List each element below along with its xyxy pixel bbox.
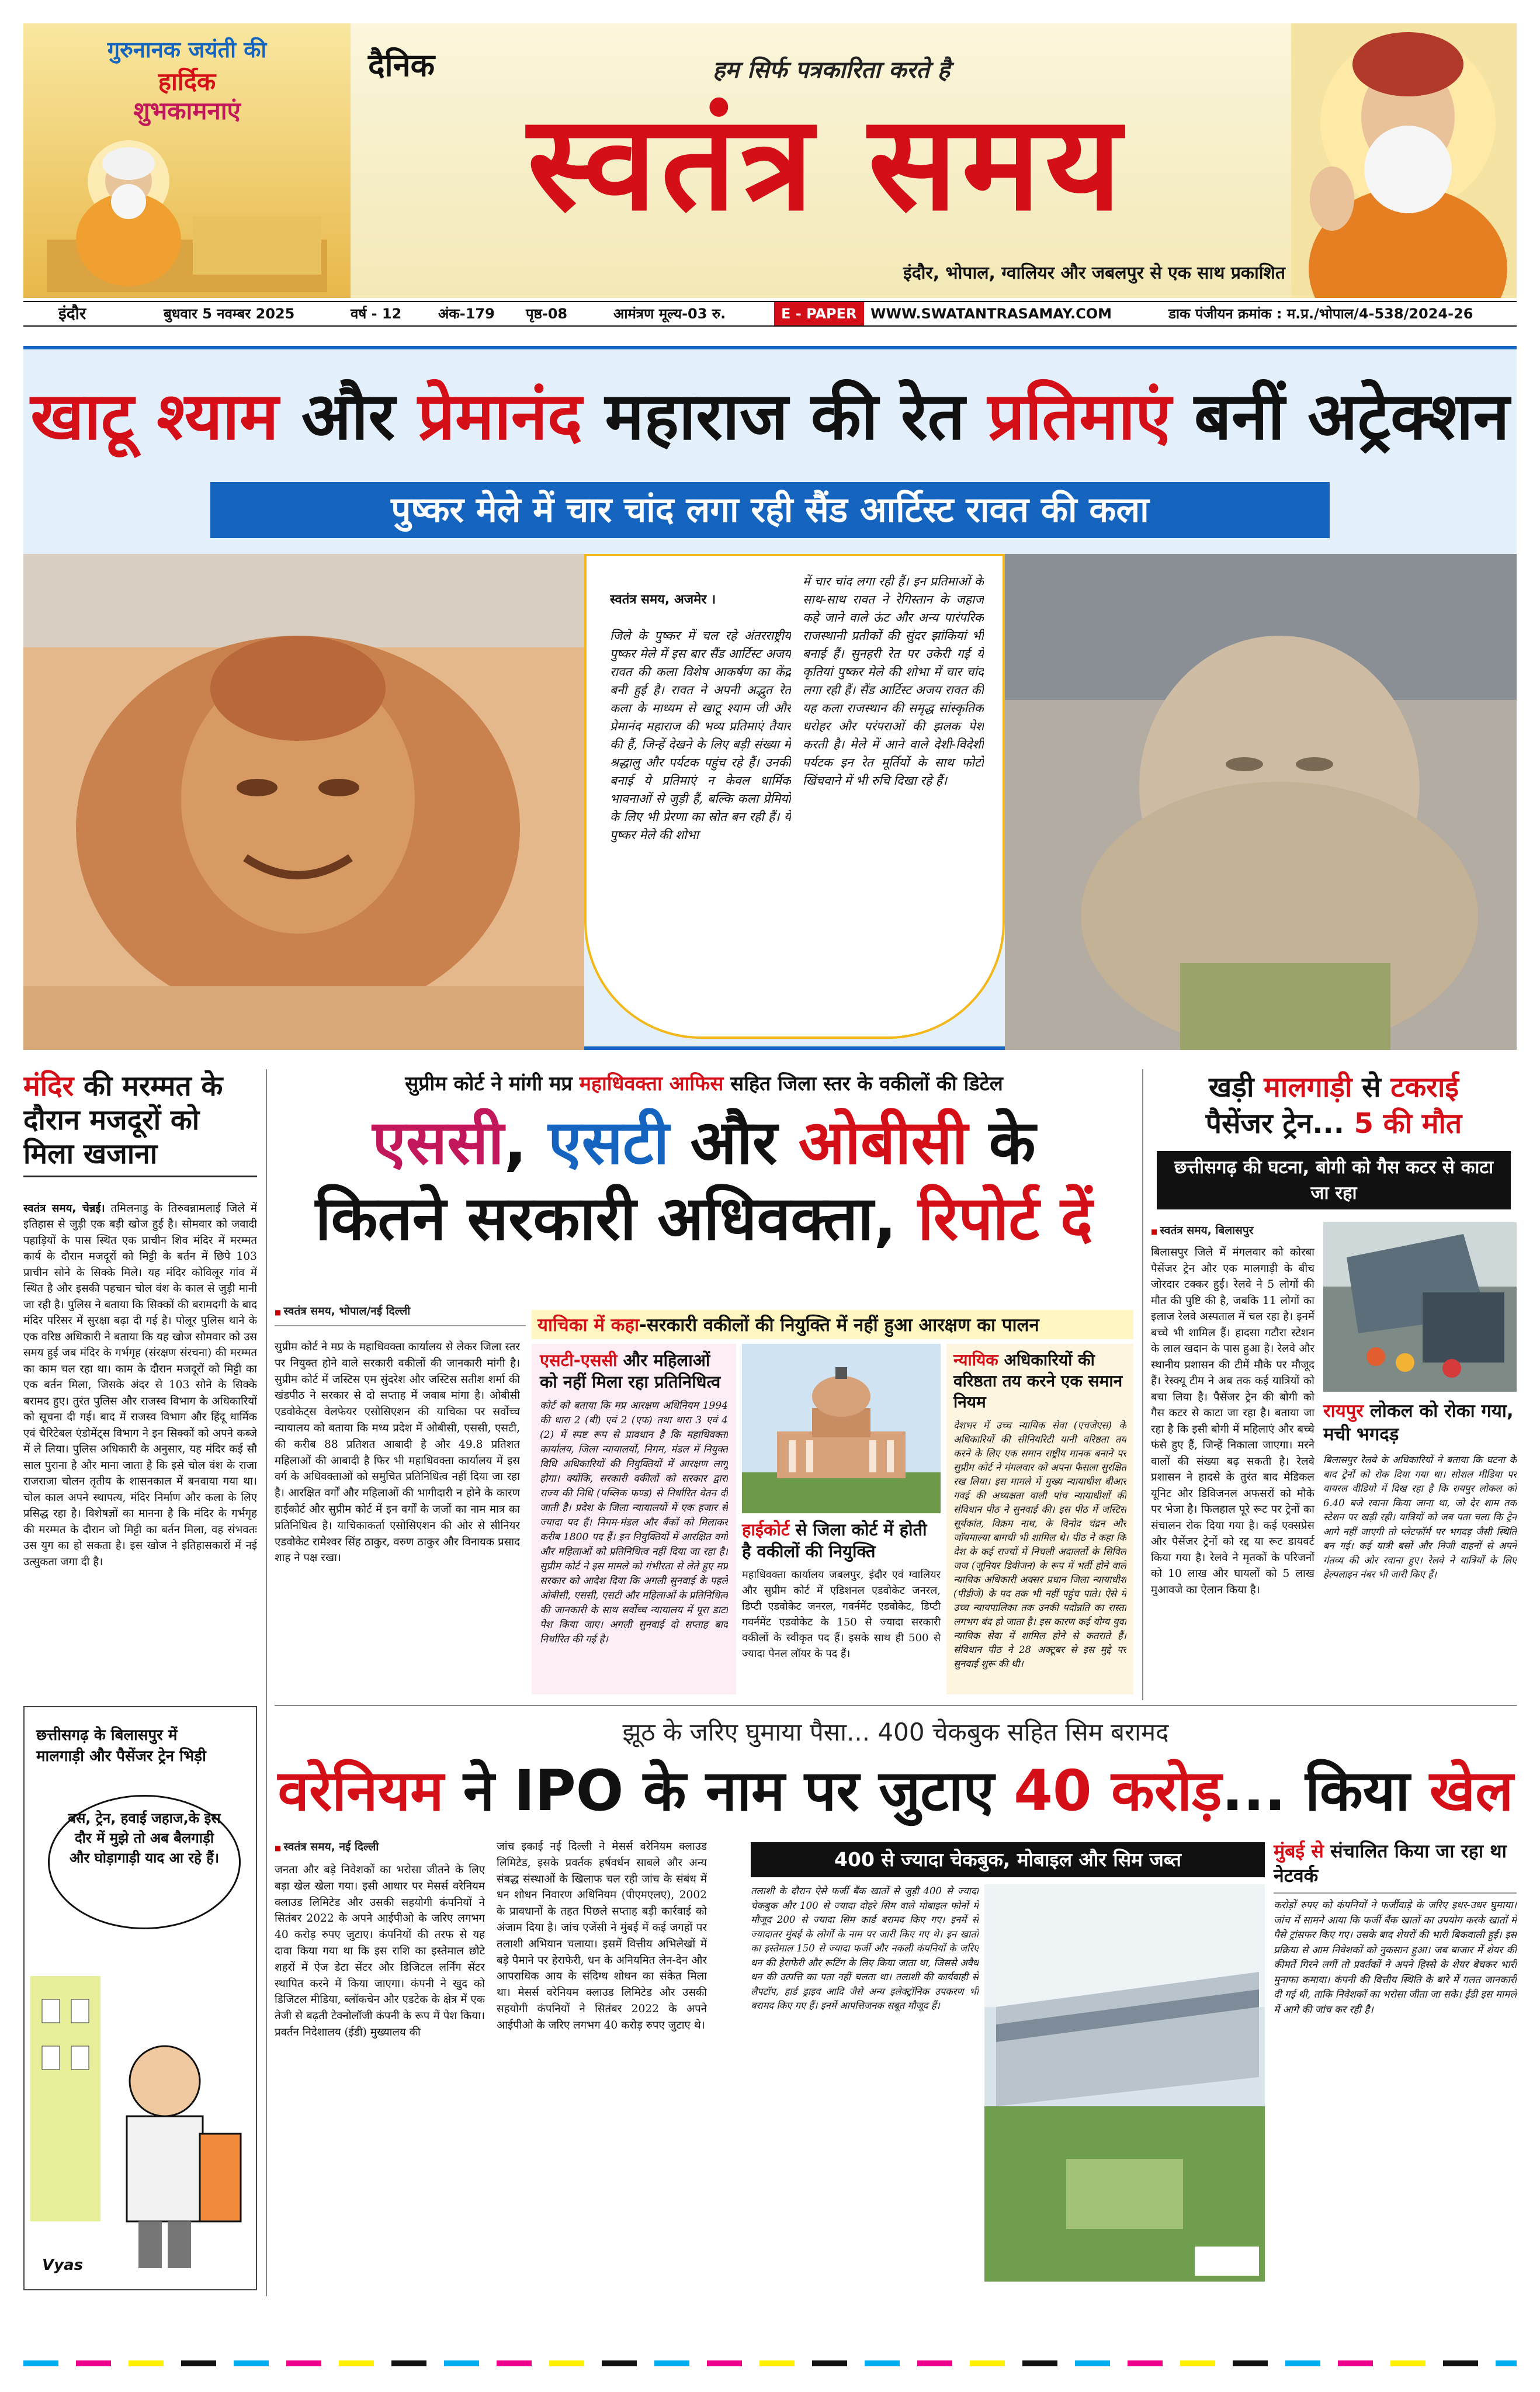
editions-line: इंदौर, भोपाल, ग्वालियर और जबलपुर से एक साथ प्रकाशित (903, 263, 1285, 283)
greeting-panel (23, 23, 351, 298)
dateline-bar (23, 301, 1517, 327)
sc-box1-body: कोर्ट को बताया कि मप्र आरक्षण अधिनियम 1994 की धारा 2 (बी) एवं 2 (एफ) तथा धारा 3 एवं 4 (2) में स्पष्ट रूप से प्रावधान है कि महाधिवक्ता कार्यालय, जिला न्यायालयों, निगम, मंडल में नियुक्त विधि अधिकारियों की नियुक्तियों में आरक्षण लागू होगा। क्योंकि, सरकारी वकीलों को सरकार द्वारा राज्य की निधि (पब्लिक फण्ड) से निर्धारित वेतन दी जाती है। प्रदेश के जिला न्यायालयों में एक हजार से ज्यादा पद हैं। निगम-मंडल और बैंकों को मिलाकर करीब 1800 पद हैं। इन नियुक्तियों में आरक्षित वर्गों और महिलाओं को प्रतिनिधित्व नहीं दिया जा रहा है। सुप्रीम कोर्ट ने इस मामले को गंभीरता से लेते हुए मप्र सरकार को आदेश दिया कि अगली सुनवाई के पहले ओबीसी, एससी, एसटी और महिलाओं के प्रतिनिधित्व की जानकारी के साथ सर्वोच्च न्यायालय में पूरा डाटा पेश किया जाए। अगली सुनवाई दो सप्ताह बाद निर्धारित की गई है। (540, 1400, 728, 1645)
train-body: बिलासपुर जिले में मंगलवार को कोरबा पैसेंजर ट्रेन और एक मालगाड़ी के बीच जोरदार टक्कर हुई। रेलवे ने 5 लोगों की मौत की पुष्टि की है, जबकि 11 लोगों का इलाज रेलवे अस्पताल में चल रहा है। इनमें बच्चे भी शामिल हैं। हादसा गटौरा स्टेशन के लाल खदान के पास हुआ है। रेलवे और स्थानीय प्रशासन की टीमें मौके पर मौजूद हैं। रेस्क्यू टीम ने अब तक कई यात्रियों को बचा लिया है। पैसेंजर ट्रेन की बोगी को गैस कटर से काटा जा रहा है। बताया जा रहा है कि इसी बोगी में महिलाएं और बच्चे फंसे हुए हैं, जिन्हें निकाला जाएगा। मरने वालों की संख्या बढ़ सकती है। रेलवे प्रशासन ने हादसे के तुरंत बाद मेडिकल यूनिट और डिविजनल अफसरों को मौके पर भेजा है। फिलहाल पूरे रूट पर ट्रेनों का संचालन रोक दिया गया है। कई एक्सप्रेस और पैसेंजर ट्रेनों को रद्द या रूट डायवर्ट किया गया है। रेलवे ने मृतकों के परिजनों को 10 लाख और घायलों को 5 लाख मुआवजे का ऐलान किया है। (1151, 1246, 1314, 1596)
mumbai-head: मुंबई से संचालित किया जा रहा था नेटवर्क (1274, 1840, 1507, 1887)
varanium-photo-banner: 400 से ज्यादा चेकबुक, मोबाइल और सिम जब्त (751, 1842, 1265, 1877)
train-accident-photo (1323, 1222, 1517, 1392)
sc-byline-rule (275, 1325, 526, 1326)
dateline-year: वर्ष - 12 (351, 306, 402, 322)
cartoon-panel (23, 1706, 257, 2290)
varanium-col1: जनता और बड़े निवेशकों का भरोसा जीतने के लिए बड़ा खेल खेला गया। इसी आधार पर मेसर्स वरेनियम क्लाउड लिमिटेड और उसकी सहयोगी कंपनियों ने सितंबर 2022 के अपने आईपीओ के जरिए लगभग 40 करोड़ रुपए जुटाए। कंपनियों की तरफ से यह दावा किया गया था कि इस राशि का इस्तेमाल छोटे शहरों में ऐज डेटा सेंटर और डिजिटल लर्निंग सेंटर स्थापित करने में किया जाएगा। कंपनी ने खुद को डिजिटल मीडिया, ब्लॉकचेन और एडटेक के क्षेत्र में एक तेजी से बढ़ती टेक्नोलॉजी कंपनी के रूप में पेश किया। प्रवर्तन निदेशालय (ईडी) मुख्यालय की (275, 1864, 485, 2039)
premanand-maharaj-sand-sculpture-photo (1005, 554, 1517, 1050)
sc-hc-head: हाईकोर्ट से जिला कोर्ट में होती है वकीलों की नियुक्ति (742, 1520, 927, 1561)
sc-highcourt-section (742, 1519, 941, 1694)
lead-story (23, 346, 1517, 1050)
varanium-byline: ■ स्वतंत्र समय, नई दिल्ली (275, 1839, 379, 1854)
lead-subhead: पुष्कर मेले में चार चांद लगा रही सैंड आर्टिस्ट रावत की कला (210, 482, 1330, 538)
sc-kicker: सुप्रीम कोर्ट ने मांगी मप्र महाधिवक्ता आफिस सहित जिला स्तर के वकीलों की डिटेल (405, 1072, 1003, 1096)
cartoon-speech-bubble: बस, ट्रेन, हवाई जहाज,के इस दौर में मुझे तो अब बैलगाड़ी और घोड़ागाड़ी याद आ रहे हैं। (48, 1795, 241, 1929)
temple-rule (23, 1176, 257, 1177)
lead-text-box (584, 554, 1005, 1039)
train-headline: खड़ी मालगाड़ी से टकराई पैसेंजर ट्रेन... 5 की मौत (1205, 1071, 1462, 1140)
lead-headline: खाटू श्याम और प्रेमानंद महाराज की रेत प्रतिमाएं बनीं अट्रेक्शन (30, 379, 1510, 455)
lead-col1: स्वतंत्र समय, अजमेर । जिले के पुष्कर में चल रहे अंतरराष्ट्रीय पुष्कर मेले में इस बार सैंड आर्टिस्ट अजय रावत की कला विशेष आकर्षण का केंद्र बनी हुई है। रावत ने अपनी अद्भुत रेत कला के माध्यम से खाटू श्याम जी और प्रेमानंद महाराज की भव्य प्रतिमाएं तैयार की हैं, जिन्हें देखने के लिए बड़ी संख्या में श्रद्धालु और पर्यटक पहुंच रहे हैं। उनकी बनाई ये प्रतिमाएं न केवल धार्मिक भावनाओं से जुड़ी हैं, बल्कि कला प्रेमियों के लिए भी प्रेरणा का स्रोत बन रही हैं। ये पुष्कर मेले की शोभा (610, 592, 791, 842)
varanium-office-building-photo (984, 1884, 1265, 2282)
daily-label: दैनिक (368, 47, 435, 84)
sc-byline: ■ स्वतंत्र समय, भोपाल/नई दिल्ली (275, 1303, 410, 1318)
sc-hc-body: महाधिवक्ता कार्यालय जबलपुर, इंदौर एवं ग्वालियर और सुप्रीम कोर्ट में एडिशनल एडवोकेट जनरल, डिप्टी एडवोकेट जनरल, गवर्नमेंट एडवोकेट, डिप्टी गवर्नमेंट एडवोकेट के 150 से ज्यादा सरकारी वकीलों के स्वीकृत पद हैं। इसके साथ ही 500 से ज्यादा पेनल लॉयर के पद हैं। (742, 1569, 941, 1660)
guru-nanak-portrait-left (47, 129, 327, 292)
sc-box3-body: देशभर में उच्च न्यायिक सेवा (एचजेएस) के अधिकारियों की सीनियरिटी यानी वरिष्ठता तय करने के लिए एक समान राष्ट्रीय मानक बनाने पर सुप्रीम कोर्ट ने मंगलवार को अपना फैसला सुरक्षित रख लिया। इस मामले में मुख्य न्यायाधीश बीआर गवई की अध्यक्षता वाली पांच न्यायाधीशों की संविधान पीठ ने सुनवाई की। इस पीठ में जस्टिस सूर्यकांत, विक्रम नाथ, के विनोद चंद्रन और जॉयमाल्या बागची भी शामिल थे। पीठ ने कहा कि देश के कई राज्यों में निचली अदालतों के सिविल जज (जूनियर डिवीजन) के रूप में भर्ती होने वाले न्यायिक अधिकारी अक्सर प्रधान जिला न्यायाधीश (पीडीजे) के पद तक भी नहीं पहुंच पाते। ऐसे में उच्च न्यायपालिका तक उनकी पदोन्नति का रास्ता लगभग बंद हो जाता है। इस कारण कई योग्य युवा न्यायिक सेवा में शामिल होने से कतराते हैं। संविधान पीठ ने 28 अक्टूबर से इस मुद्दे पर सुनवाई शुरू की थी। (953, 1420, 1126, 1669)
left-column-rule (266, 1069, 267, 2296)
train-banner: छत्तीसगढ़ की घटना, बोगी को गैस कटर से काटा जा रहा (1157, 1151, 1511, 1209)
varanium-story (275, 1709, 1517, 2293)
sc-story (275, 1069, 1133, 1700)
varanium-photo-caption: तलाशी के दौरान ऐसे फर्जी बैंक खातों से जुड़ी 400 से ज्यादा चेकबुक और 100 से ज्यादा दोहरे सिम वाले मोबाइल फोनों में मौजूद 200 से ज्यादा सिम कार्ड बरामद किए गए। इनमें से ज्यादातर मुंबई के लोगों के नाम पर जारी किए गए थे। इन खातों का इस्तेमाल 150 से ज्यादा फर्जी और नकली कंपनियों के जरिए धन की हेराफेरी और रूटिंग के लिए किया जाता था, जिससे अवैध धन की उत्पत्ति का पता नहीं चलता था। तलाशी की कार्यवाही से लैपटॉप, हार्ड ड्राइव आदि जैसे अन्य इलेक्ट्रॉनिक उपकरण भी बरामद किए गए हैं। इनमें आपत्तिजनक सबूत मौजूद हैं। (751, 1885, 979, 2011)
right-column-rule (1142, 1069, 1143, 1700)
temple-story (23, 1069, 257, 1700)
guru-nanak-portrait-right (1291, 23, 1517, 298)
greeting-line3: शुभकामनाएं (133, 96, 241, 125)
masthead (23, 23, 1517, 298)
supreme-court-building-photo (742, 1344, 941, 1513)
lead-byline-city: स्वतंत्र समय, (610, 592, 670, 607)
greeting-line1: गुरुनानक जयंती की (107, 37, 267, 63)
website-link[interactable]: WWW.SWATANTRASAMAY.COM (870, 306, 1112, 322)
cartoonist-signature: Vyas (42, 2256, 84, 2274)
raipur-body: बिलासपुर रेलवे के अधिकारियों ने बताया कि घटना के बाद ट्रेनों को रोक दिया गया था। सोशल मीडिया पर वायरल वीडियो में दिख रहा है कि रायपुर लोकल को 6.40 बजे रवाना किया जाना था, जो देर शाम तक स्टेशन पर खड़ी रही। यात्रियों को जब पता चला कि ट्रेन आगे नहीं जाएगी तो प्लेटफॉर्म पर भगदड़ जैसी स्थिति बन गई। कई यात्री बसों और निजी वाहनों से अपने गंतव्य की ओर रवाना हुए। रेलवे ने यात्रियों के लिए हेल्पलाइन नंबर भी जारी किए हैं। (1323, 1454, 1517, 1580)
sc-box-representation (532, 1344, 736, 1694)
train-story (1151, 1069, 1517, 1700)
varanium-kicker: झूठ के जरिए घुमाया पैसा... 400 चेकबुक सहित सिम बरामद (622, 1718, 1169, 1746)
raipur-section (1323, 1399, 1517, 1697)
dateline-city: इंदौर (58, 304, 86, 323)
lead-byline-place: अजमेर । (674, 592, 716, 607)
khatu-shyam-sand-sculpture-photo (23, 554, 584, 1050)
cartoon-caption: छत्तीसगढ़ के बिलासपुर में मालगाड़ी और पैसेंजर ट्रेन भिड़ी (36, 1727, 206, 1765)
sc-body: सुप्रीम कोर्ट ने मप्र के महाधिवक्ता कार्यालय से लेकर जिला स्तर पर नियुक्त होने वाले सरकारी वकीलों की जानकारी मांगी है। सुप्रीम कोर्ट में जस्टिस एम सुंदरेश और जस्टिस सतीश शर्मा की खंडपीठ ने सरकार से दो सप्ताह में जवाब मांगा है। ओबीसी एडवोकेट्स वेलफेयर एसोसिएशन की याचिका पर सर्वोच्च न्यायालय को बताया कि मध्य प्रदेश में ओबीसी, एससी, एसटी, की करीब 88 प्रतिशत आबादी है और 49.8 प्रतिशत महिलाओं की आबादी है फिर भी महाधिवक्ता कार्यालय में इस वर्ग के अधिवक्ताओं को समुचित प्रतिनिधित्व नहीं दिया जा रहा है। आरक्षित वर्गों और महिलाओं की भागीदारी न होने के कारण हाईकोर्ट और सुप्रीम कोर्ट में इन वर्गों के जजों का नाम मात्र का प्रतिनिधित्व है। याचिकाकर्ता एसोसिएशन की ओर से सीनियर एडवोकेट रामेश्वर सिंह ठाकुर, वरुण ठाकुर और विनायक प्रसाद शाह ने पक्ष रखा। (275, 1341, 520, 1565)
temple-body: स्वतंत्र समय, चेन्नई। तमिलनाडु के तिरुवन्नामलाई जिले में इतिहास से जुड़ी एक बड़ी खोज हुई है। सोमवार को जवादी पहाड़ियों के पास स्थित एक प्राचीन शिव मंदिर में मरम्मत कार्य के दौरान मजदूरों को मिट्टी के बर्तन में छिपे 103 प्राचीन सोने के सिक्के मिले। यह मंदिर कोविलूर गांव में स्थित है और इसकी पहचान चोल वंश के काल से जुड़ी मानी जा रही है। पुलिस ने बताया कि सिक्कों की बरामदगी के बाद मंदिर परिसर में सुरक्षा बढ़ा दी गई है। पोलूर पुलिस थाने के एक वरिष्ठ अधिकारी ने बताया कि यह खोज सोमवार को उस समय हुई जब मंदिर के गर्भगृह (संरक्षण संरचना) की मरम्मत का काम चल रहा था। काम के दौरान मजदूरों को मिट्टी का एक बर्तन मिला, जिसके अंदर से 103 सोने के सिक्के बरामद हुए। तुरंत पुलिस और राजस्व विभाग के अधिकारियों को सूचना दी गई। बाद में राजस्व विभाग और हिंदू धार्मिक एवं चैरिटेबल एंडोमेंट्स विभाग ने इन सिक्कों को अपने कब्जे में ले लिया। पुलिस अधिकारी के अनुसार, यह मंदिर कई सौ साल पुराना है और माना जाता है कि इसे चोल वंश के राजा राजराजा चोलन तृतीय के शासनकाल में बनवाया गया था। चोल काल अपने स्थापत्य, मंदिर निर्माण और कला के लिए प्रसिद्ध रहा है। विशेषज्ञों का मानना है कि मंदिर के गर्भगृह की मरम्मत के दौरान जो मिट्टी का बर्तन मिला, वह संभवतः उस युग का हो सकता है। इस खोज ने इतिहासकारों में नई उत्सुकता जगा दी है। (23, 1202, 257, 1568)
sc-headline: एससी, एसटी और ओबीसी के कितने सरकारी अधिवक्ता, रिपोर्ट दें (315, 1107, 1093, 1254)
raipur-head: रायपुर लोकल को रोका गया, मची भगदड़ (1323, 1400, 1514, 1445)
varanium-col2: जांच इकाई नई दिल्ली ने मेसर्स वरेनियम क्लाउड लिमिटेड, इसके प्रवर्तक हर्षवर्धन साबले और अन्य संबद्ध संस्थाओं के खिलाफ चल रही जांच के संबंध में धन शोधन निवारण अधिनियम (पीएमएलए), 2002 के प्रावधानों के तहत पिछले सप्ताह बड़ी कार्रवाई को अंजाम दिया है। जांच एजेंसी ने मुंबई में कई जगहों पर तलाशी अभियान चलाया। इसमें वित्तीय अभिलेखों में बड़े पैमाने पर हेराफेरी, धन के अनियमित लेन-देन और आपराधिक आय के संदिग्ध शोधन का संकेत मिला था। मेसर्स वरेनियम क्लाउड लिमिटेड और उसकी सहयोगी कंपनियों ने सितंबर 2022 के अपने आईपीओ के जरिए लगभग 40 करोड़ रुपए जुटाए थे। (497, 1840, 707, 2032)
mumbai-section (1274, 1839, 1517, 2289)
cartoon-drawing (25, 1941, 257, 2286)
mumbai-rule (1274, 1892, 1517, 1894)
color-registration-strip (23, 2360, 1517, 2366)
greeting-line2: हार्दिक (158, 67, 216, 96)
sc-box1-head: एसटी-एससी और महिलाओं को नहीं मिला रहा प्रतिनिधित्व (540, 1350, 721, 1392)
dateline-pages: पृष्ठ-08 (526, 306, 568, 322)
mumbai-body: करोड़ों रुपए को कंपनियों ने फर्जीवाड़े के जरिए इधर-उधर घुमाया। जांच में सामने आया कि फर्जी बैंक खातों का उपयोग करके खातों में पैसे ट्रांसफर किए गए। उसके बाद शेयरों की भारी बिकवाली हुई। इस प्रक्रिया से आम निवेशकों को नुकसान हुआ। जब बाजार में शेयर की कीमतें गिरने लगीं तो प्रवर्तकों ने अपने हिस्से के शेयर बेचकर भारी मुनाफा कमाया। कंपनी की वित्तीय स्थिति के बारे में गलत जानकारी दी गई थी, ताकि निवेशकों का भरोसा जीता जा सके। ईडी इस मामले में आगे की जांच कर रही है। (1274, 1899, 1517, 2016)
sc-box3-head: न्यायिक अधिकारियों की वरिष्ठता तय करने एक समान नियम (953, 1350, 1123, 1412)
varanium-top-rule (275, 1705, 1517, 1706)
dateline-price: आमंत्रण मूल्य-03 रु. (613, 306, 726, 322)
dateline-date: बुधवार 5 नवम्बर 2025 (164, 306, 295, 322)
lead-col2: में चार चांद लगा रही हैं। इन प्रतिमाओं के साथ-साथ रावत ने रेगिस्तान के जहाज कहे जाने वाले ऊंट और अन्य पारंपरिक राजस्थानी प्रतीकों की सुंदर झांकियां भी बनाई हैं। सुनहरी रेत पर उकेरी गई ये कृतियां पुष्कर मेले की शोभा में चार चांद लगा रही हैं। सैंड आर्टिस्ट अजय रावत की यह कला राजस्थान की समृद्ध सांस्कृतिक धरोहर और परंपराओं की झलक पेश करती है। मेले में आने वाले देशी-विदेशी पर्यटक इन रेत मूर्तियों के साथ फोटो खिंचवाने में भी रुचि दिखा रहे हैं। (803, 574, 984, 788)
postal-registration: डाक पंजीयन क्रमांक : म.प्र./भोपाल/4-538/2024-26 (1168, 306, 1473, 322)
temple-headline: मंदिर की मरम्मत के दौरान मजदूरों को मिला खजाना (23, 1070, 223, 1170)
train-byline: ■ स्वतंत्र समय, बिलासपुर (1151, 1222, 1253, 1237)
tagline: हम सिर्फ पत्रकारिता करते है (713, 57, 950, 84)
paper-name: स्वतंत्र समय (527, 87, 1126, 240)
dateline-issue: अंक-179 (438, 306, 495, 322)
varanium-headline: वरेनियम ने IPO के नाम पर जुटाए 40 करोड़... किया खेल (278, 1758, 1514, 1824)
sc-strap: याचिका में कहा-सरकारी वकीलों की नियुक्ति में नहीं हुआ आरक्षण का पालन (532, 1310, 1133, 1339)
epaper-badge[interactable]: E - PAPER (774, 302, 864, 325)
sc-box-seniority (946, 1344, 1133, 1694)
